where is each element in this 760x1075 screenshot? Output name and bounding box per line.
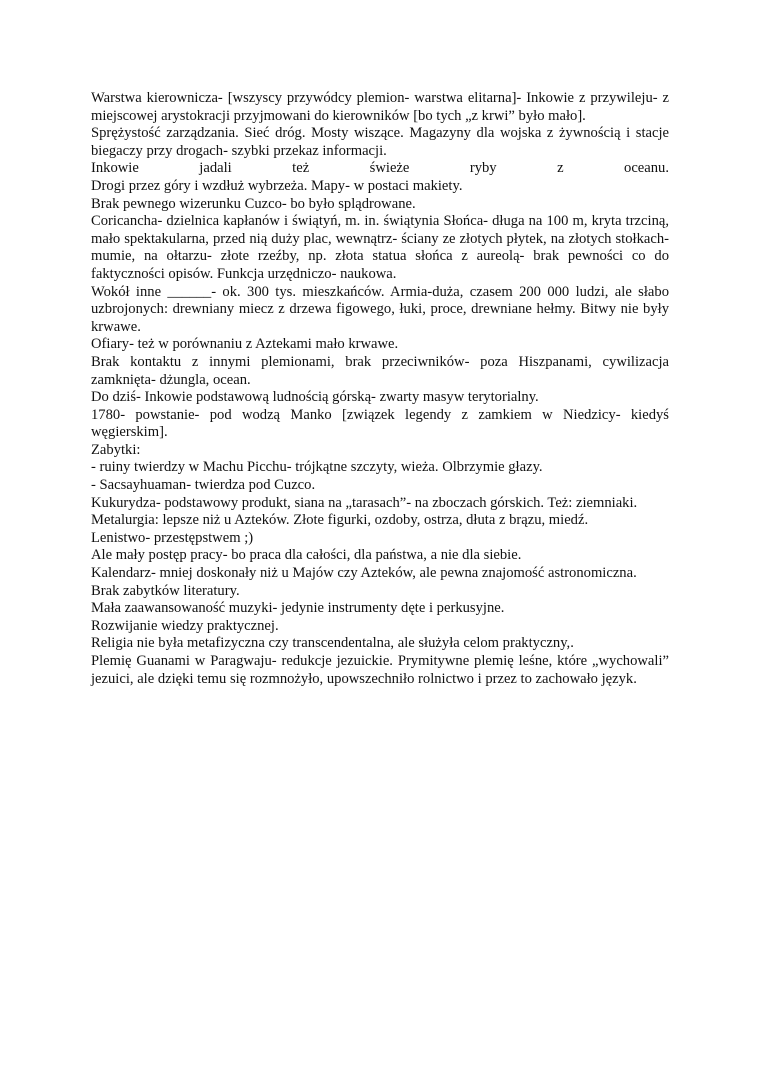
paragraph-muzyka: Mała zaawansowaność muzyki- jedynie instrumenty dęte i perkusyjne. — [91, 600, 505, 617]
paragraph-metalurgia: Metalurgia: lepsze niż u Azteków. Złote figurki, ozdoby, ostrza, dłuta z brązu, miedź. — [91, 512, 589, 529]
paragraph-ofiary: Ofiary- też w porównaniu z Aztekami mało krwawe. — [91, 336, 399, 353]
paragraph-kalendarz: Kalendarz- mniej doskonały niż u Majów czy Azteków, ale pewna znajomość astronomiczna. — [91, 565, 637, 582]
paragraph-kukurydza: Kukurydza- podstawowy produkt, siana na „tarasach”- na zboczach górskich. Też: ziemniaki. — [91, 494, 638, 511]
paragraph-religia: Religia nie była metafizyczna czy transcendentalna, ale służyła celom praktyczny,. — [91, 635, 574, 652]
paragraph-brak-kontaktu: Brak kontaktu z innymi plemionami, brak przeciwników- poza Hiszpanami, cywilizacja zamknięta- dżungla, ocean. — [91, 353, 669, 388]
paragraph-wizerunek-cuzco: Brak pewnego wizerunku Cuzco- bo było splądrowane. — [91, 195, 416, 212]
paragraph-do-dzis: Do dziś- Inkowie podstawową ludnością górską- zwarty masyw terytorialny. — [91, 389, 539, 406]
paragraph-warstwa-kierownicza: Warstwa kierownicza- [wszyscy przywódcy plemion- warstwa elitarna]- Inkowie z przywileju- z miejscowej arystokracji przyjmowani do kierowników [bo tych „z krwi” było mało]. — [91, 90, 669, 124]
list-item-sacsayhuaman: - Sacsayhuaman- twierdza pod Cuzco. — [91, 477, 316, 494]
paragraph-sprezystosc-zarzadzania: Sprężystość zarządzania. Sieć dróg. Mosty wiszące. Magazyny dla wojska z żywnością i stacje biegaczy przy drogach- szybki przekaz informacji. — [91, 125, 669, 159]
paragraph-ryby-z-oceanu: Inkowie jadali też świeże ryby z oceanu. — [91, 160, 669, 177]
paragraph-lenistwo: Lenistwo- przestępstwem ;) — [91, 529, 254, 546]
paragraph-coricancha: Coricancha- dzielnica kapłanów i świątyń, m. in. świątynia Słońca- długa na 100 m, kryta trzciną, mało spektakularna, przed nią duży plac, wewnątrz- ściany ze złotych płytek, na złotych stołkach- mumie, na ołtarzu- złote rzeźby, np. złota statua słońca z aureolą- brak pewności co do faktyczności opisów. Funkcja urzędniczo- naukowa. — [91, 213, 669, 282]
paragraph-drogi: Drogi przez góry i wzdłuż wybrzeża. Mapy- w postaci makiety. — [91, 177, 463, 194]
paragraph-powstanie-1780: 1780- powstanie- pod wodzą Manko [związek legendy z zamkiem w Niedzicy- kiedyś węgierskim]. — [91, 406, 669, 441]
paragraph-literatura: Brak zabytków literatury. — [91, 582, 240, 599]
document-page — [91, 90, 669, 688]
paragraph-wiedza-praktyczna: Rozwijanie wiedzy praktycznej. — [91, 617, 279, 634]
paragraph-armia: Wokół inne ______- ok. 300 tys. mieszkańców. Armia-duża, czasem 200 000 ludzi, ale słabo uzbrojonych: drewniany miecz z drzewa figowego, łuki, proce, drewniane hełmy. Bitwy nie były krwawe. — [91, 283, 669, 335]
paragraph-zabytki-heading: Zabytki: — [91, 441, 141, 458]
list-item-machu-picchu: - ruiny twierdzy w Machu Picchu- trójkątne szczyty, wieża. Olbrzymie głazy. — [91, 459, 543, 476]
paragraph-guanami: Plemię Guanami w Paragwaju- redukcje jezuickie. Prymitywne plemię leśne, które „wychowali” jezuici, ale dzięki temu się rozmnożyło, upowszechniło rolnictwo i przez to zachowało język. — [91, 653, 669, 687]
paragraph-postep-pracy: Ale mały postęp pracy- bo praca dla całości, dla państwa, a nie dla siebie. — [91, 547, 522, 564]
